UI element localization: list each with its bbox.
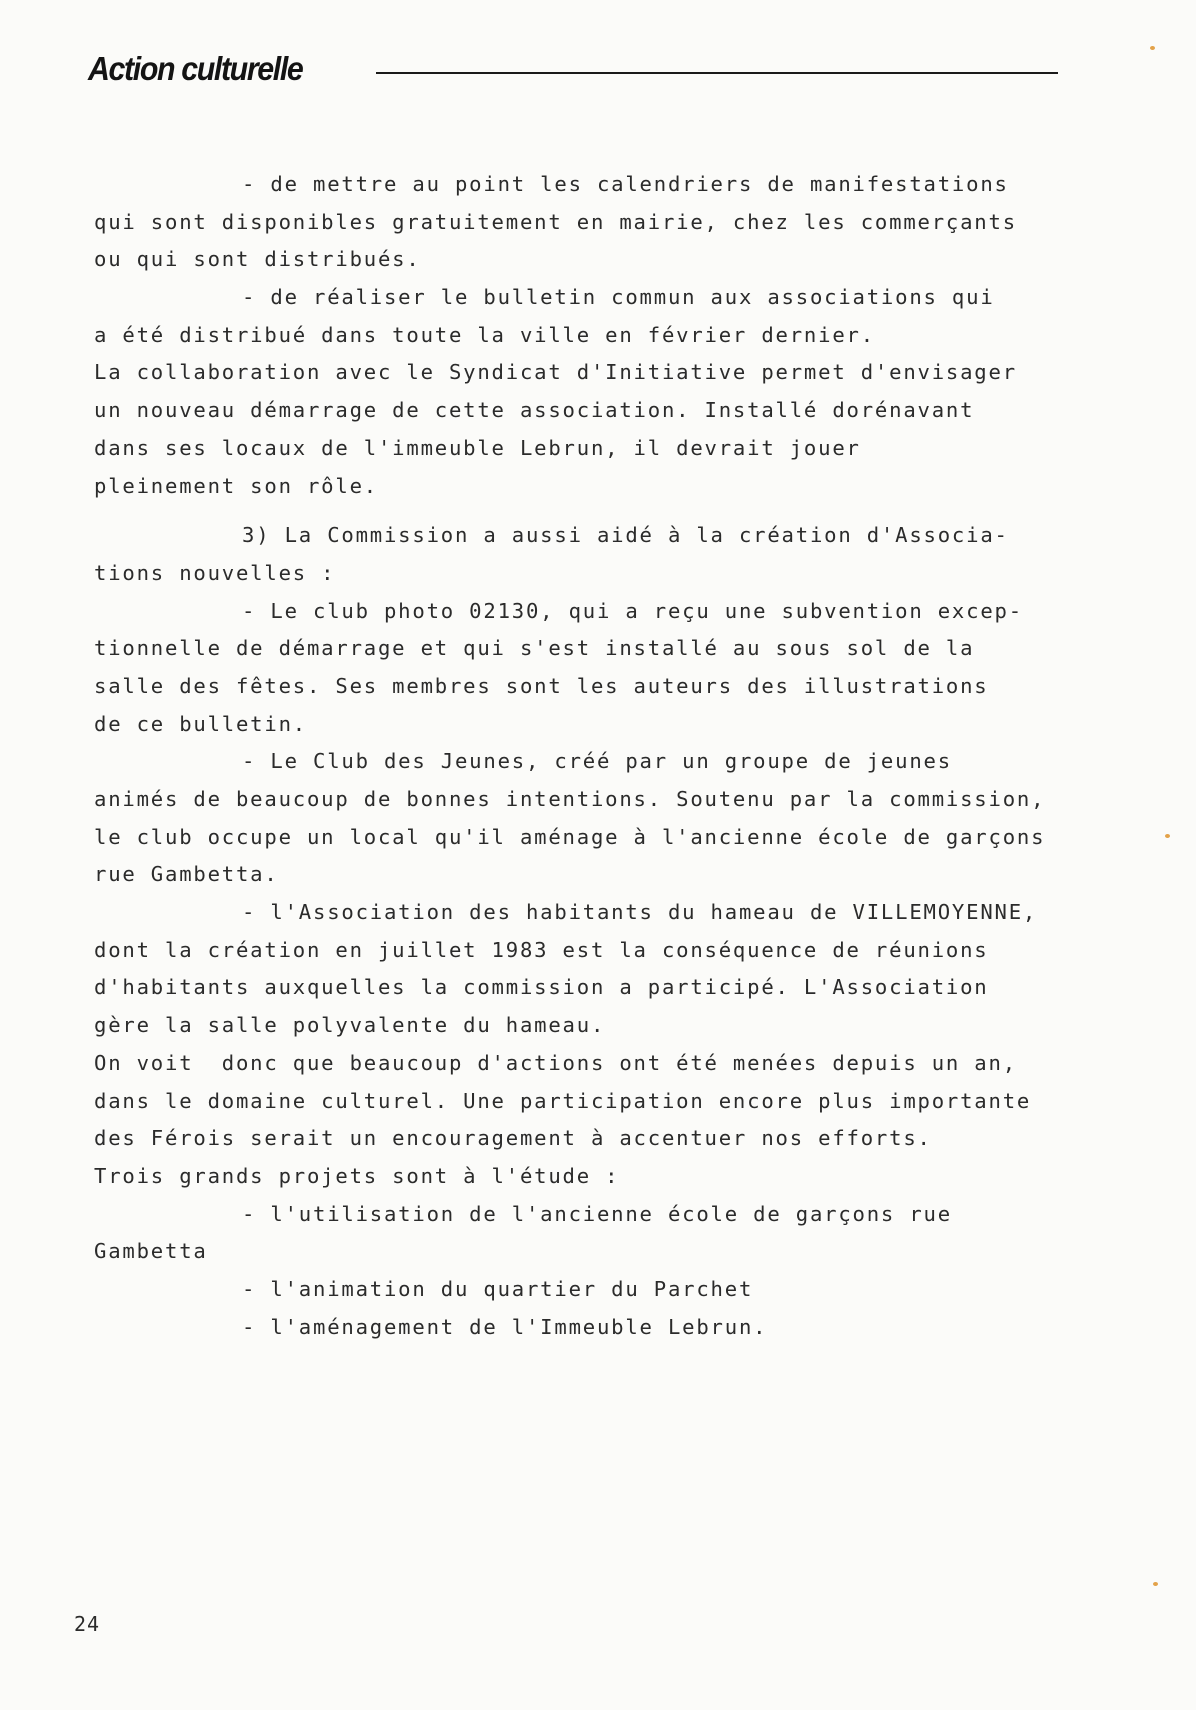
text-line: - Le club photo 02130, qui a reçu une subvention excep- xyxy=(242,598,1023,623)
text-line: le club occupe un local qu'il aménage à l'ancienne école de garçons xyxy=(94,824,1046,849)
header-rule xyxy=(376,72,1058,74)
page-number: 24 xyxy=(74,1612,101,1636)
text-line: pleinement son rôle. xyxy=(94,473,378,498)
text-line: tions nouvelles : xyxy=(94,560,336,585)
text-line: Trois grands projets sont à l'étude : xyxy=(94,1163,620,1188)
text-line: - l'Association des habitants du hameau de VILLEMOYENNE, xyxy=(242,900,1038,925)
section-title: Action culturelle xyxy=(88,50,303,87)
body-text xyxy=(94,166,1094,1346)
text-line: 3) La Commission a aussi aidé à la création d'Associa- xyxy=(242,523,1009,548)
text-line: salle des fêtes. Ses membres sont les auteurs des illustrations xyxy=(94,673,989,698)
text-line: - Le Club des Jeunes, créé par un groupe de jeunes xyxy=(242,749,952,774)
text-line: a été distribué dans toute la ville en février dernier. xyxy=(94,322,875,347)
text-line: - l'animation du quartier du Parchet xyxy=(242,1276,754,1301)
text-line: d'habitants auxquelles la commission a participé. L'Association xyxy=(94,975,989,1000)
text-line: des Férois serait un encouragement à accentuer nos efforts. xyxy=(94,1126,932,1151)
text-line: - de réaliser le bulletin commun aux associations qui xyxy=(242,285,995,310)
text-line: tionnelle de démarrage et qui s'est installé au sous sol de la xyxy=(94,636,975,661)
paragraph-gap xyxy=(94,505,1094,517)
text-line: dans le domaine culturel. Une participation encore plus importante xyxy=(94,1088,1032,1113)
text-line: Gambetta xyxy=(94,1239,208,1264)
text-line: qui sont disponibles gratuitement en mairie, chez les commerçants xyxy=(94,209,1017,234)
text-line: dont la création en juillet 1983 est la conséquence de réunions xyxy=(94,937,989,962)
text-line: de ce bulletin. xyxy=(94,711,307,736)
text-line: - de mettre au point les calendriers de manifestations xyxy=(242,172,1009,196)
text-line: - l'utilisation de l'ancienne école de garçons rue xyxy=(242,1201,952,1226)
text-line: ou qui sont distribués. xyxy=(94,247,421,272)
paper-speck xyxy=(1150,46,1155,50)
text-line: - l'aménagement de l'Immeuble Lebrun. xyxy=(242,1314,768,1339)
paper-speck xyxy=(1165,834,1170,838)
text-line: un nouveau démarrage de cette association. Installé dorénavant xyxy=(94,398,975,423)
text-line: La collaboration avec le Syndicat d'Initiative permet d'envisager xyxy=(94,360,1017,385)
text-line: gère la salle polyvalente du hameau. xyxy=(94,1013,606,1038)
text-line: dans ses locaux de l'immeuble Lebrun, il devrait jouer xyxy=(94,435,861,460)
text-line: On voit donc que beaucoup d'actions ont été menées depuis un an, xyxy=(94,1050,1017,1075)
paper-speck xyxy=(1153,1582,1158,1586)
page-header xyxy=(88,50,1058,94)
text-line: rue Gambetta. xyxy=(94,862,279,887)
text-line: animés de beaucoup de bonnes intentions. Soutenu par la commission, xyxy=(94,787,1046,811)
